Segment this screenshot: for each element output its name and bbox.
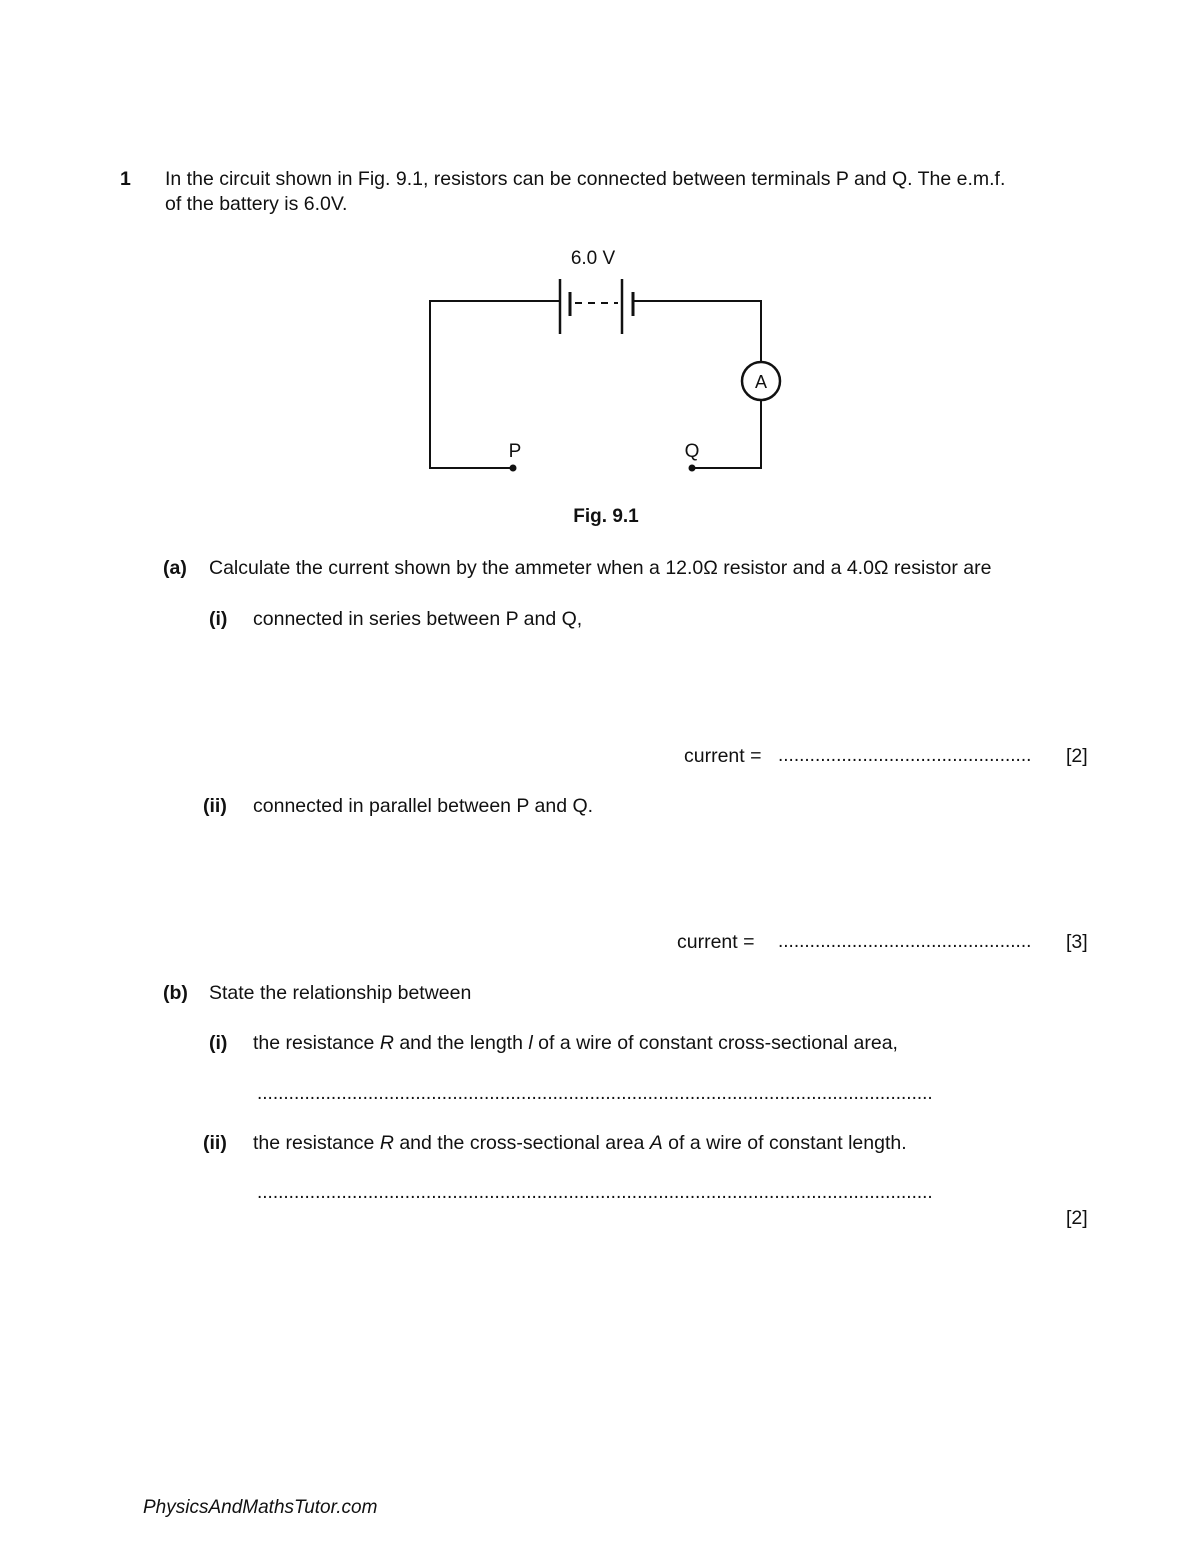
part-b-ii-text: the resistance R and the cross-sectional area A of a wire of constant length. [253, 1132, 907, 1154]
variable-r: R [379, 1132, 394, 1154]
footer-watermark: PhysicsAndMathsTutor.com [143, 1497, 378, 1518]
part-a-text: Calculate the current shown by the ammeter when a 12.0Ω resistor and a 4.0Ω resistor are [209, 557, 992, 579]
part-b-label: (b) [163, 982, 188, 1004]
terminal-p-label: P [508, 441, 522, 462]
part-b-marks: [2] [1066, 1207, 1088, 1229]
part-a-ii-answer-line[interactable]: ................................................ [778, 931, 1032, 952]
part-b-i-answer-line[interactable]: ................................................................................................................................ [257, 1083, 933, 1104]
part-a-i-answer-prefix: current = [684, 745, 762, 767]
part-b-i-label: (i) [209, 1032, 228, 1054]
part-b-text: State the relationship between [209, 982, 472, 1004]
variable-l: l [528, 1032, 533, 1054]
part-a-ii-answer-prefix: current = [677, 931, 755, 953]
part-a-ii-label: (ii) [203, 795, 227, 817]
question-intro-line-2: of the battery is 6.0V. [165, 193, 348, 215]
part-b-i-text: the resistance R and the length l of a wire of constant cross-sectional area, [253, 1032, 898, 1054]
part-b-ii-answer-line[interactable]: ................................................................................................................................ [257, 1182, 933, 1203]
circuit-diagram [0, 0, 1200, 560]
part-a-label: (a) [163, 557, 187, 579]
terminal-q-label: Q [684, 441, 700, 462]
circuit-wire-right-top [633, 301, 761, 362]
variable-a: A [649, 1132, 663, 1154]
part-a-i-text: connected in series between P and Q, [253, 608, 583, 630]
terminal-q-dot [689, 465, 696, 472]
ammeter-label: A [754, 372, 768, 392]
circuit-wire-right-bottom [692, 400, 761, 468]
variable-r: R [379, 1032, 394, 1054]
part-a-i-answer-line[interactable]: ................................................ [778, 745, 1032, 766]
part-a-ii-marks: [3] [1066, 931, 1088, 953]
part-b-ii-label: (ii) [203, 1132, 227, 1154]
figure-caption: Fig. 9.1 [573, 506, 639, 527]
question-intro-line-1: In the circuit shown in Fig. 9.1, resistors can be connected between terminals P and Q. The e.m.f. [165, 168, 1006, 190]
part-a-i-label: (i) [209, 608, 228, 630]
part-a-ii-text: connected in parallel between P and Q. [253, 795, 594, 817]
part-a-i-marks: [2] [1066, 745, 1088, 767]
terminal-p-dot [510, 465, 517, 472]
battery-label: 6.0 V [570, 248, 616, 269]
question-number: 1 [120, 168, 131, 190]
circuit-wire-left [430, 301, 560, 468]
